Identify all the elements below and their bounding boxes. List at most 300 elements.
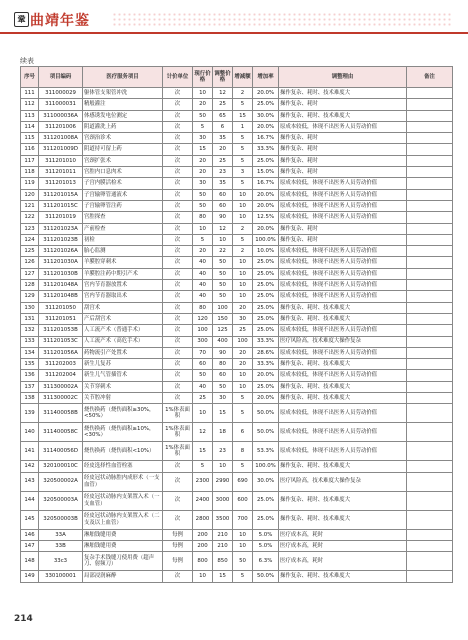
pricing-unit-cell: 次 [163, 212, 193, 223]
item-code-cell: 311201023A [39, 223, 83, 234]
remarks-cell [407, 336, 453, 347]
row-number-cell: 121 [21, 200, 39, 211]
table-row [21, 423, 453, 442]
service-item-name-cell: 药物流引产处置术 [83, 347, 163, 358]
item-code-cell: 311201050 [39, 302, 83, 313]
change-amount-cell: 5 [233, 461, 253, 472]
yearbook-title: 曲靖年鉴 [30, 13, 90, 29]
adjusted-price-cell: 60 [213, 370, 233, 381]
adjusted-price-cell: 50 [213, 381, 233, 392]
service-item-name-cell: 人工流产术（高危手术） [83, 336, 163, 347]
remarks-cell [407, 571, 453, 582]
row-number-cell: 148 [21, 552, 39, 571]
service-item-name-cell: 经皮冠状动脉内支架置入术（二支及以上血管） [83, 510, 163, 529]
pricing-unit-cell: 次 [163, 246, 193, 257]
increase-rate-cell: 25.0% [253, 510, 279, 529]
increase-rate-cell: 25.0% [253, 99, 279, 110]
adjustment-reason-cell: 操作复杂、耗时、技术难度大 [279, 510, 407, 529]
adjustment-reason-cell: 医疗成本高，耗时 [279, 540, 407, 551]
remarks-cell [407, 144, 453, 155]
adjustment-reason-cell: 医疗成本高，耗时 [279, 529, 407, 540]
change-amount-cell: 10 [233, 257, 253, 268]
pricing-unit-cell: 每例 [163, 540, 193, 551]
adjusted-price-cell: 90 [213, 212, 233, 223]
table-row [21, 99, 453, 110]
service-item-name-cell: 烧伤换药（烧伤面积≥10%，<30%） [83, 423, 163, 442]
adjustment-reason-cell: 原成本较低，体现不出医务人员劳动价值 [279, 200, 407, 211]
increase-rate-cell: 20.0% [253, 121, 279, 132]
item-code-cell: 311201053C [39, 336, 83, 347]
table-row [21, 336, 453, 347]
column-header: 增加率 [253, 67, 279, 88]
pricing-unit-cell: 次 [163, 302, 193, 313]
remarks-cell [407, 404, 453, 423]
item-code-cell: 311201009D [39, 144, 83, 155]
adjustment-reason-cell: 医疗风险高，技术难度大操作复杂 [279, 472, 407, 491]
adjustment-reason-cell: 原成本较低，体现不出医务人员劳动价值 [279, 268, 407, 279]
row-number-cell: 126 [21, 257, 39, 268]
adjusted-price-cell: 100 [213, 302, 233, 313]
page-header [0, 0, 468, 40]
table-row [21, 121, 453, 132]
change-amount-cell: 10 [233, 540, 253, 551]
table-row [21, 280, 453, 291]
remarks-cell [407, 370, 453, 381]
row-number-cell: 116 [21, 144, 39, 155]
increase-rate-cell: 53.3% [253, 442, 279, 461]
adjustment-reason-cell: 操作复杂、耗时、技术难度大 [279, 302, 407, 313]
pricing-unit-cell: 1%体表面积 [163, 404, 193, 423]
table-row [21, 88, 453, 99]
change-amount-cell: 20 [233, 347, 253, 358]
pricing-unit-cell: 次 [163, 325, 193, 336]
change-amount-cell: 5 [233, 133, 253, 144]
remarks-cell [407, 280, 453, 291]
pricing-unit-cell: 次 [163, 370, 193, 381]
table-row [21, 381, 453, 392]
change-amount-cell: 700 [233, 510, 253, 529]
service-item-name-cell: 复杂手术钱缝刀使用费（超声刀、射频刀） [83, 552, 163, 571]
change-amount-cell: 10 [233, 381, 253, 392]
service-item-name-cell: 羊膜腔穿刺术 [83, 257, 163, 268]
adjusted-price-cell: 3000 [213, 491, 233, 510]
adjustment-reason-cell: 操作复杂、耗时、技术难度大 [279, 461, 407, 472]
increase-rate-cell: 28.6% [253, 347, 279, 358]
row-number-cell: 119 [21, 178, 39, 189]
change-amount-cell: 30 [233, 313, 253, 324]
pricing-unit-cell: 次 [163, 313, 193, 324]
table-body [21, 88, 453, 583]
change-amount-cell: 600 [233, 491, 253, 510]
table-row [21, 552, 453, 571]
service-item-name-cell: 人工流产术（普通手术） [83, 325, 163, 336]
adjustment-reason-cell: 医疗风险高，技术难度大操作复杂 [279, 336, 407, 347]
remarks-cell [407, 167, 453, 178]
price-adjustment-table [20, 66, 453, 583]
header-divider [0, 32, 468, 34]
row-number-cell: 130 [21, 302, 39, 313]
adjustment-reason-cell: 医疗成本高，耗时 [279, 552, 407, 571]
table-row [21, 313, 453, 324]
adjustment-reason-cell: 原成本较低，体现不出医务人员劳动价值 [279, 178, 407, 189]
adjusted-price-cell: 23 [213, 167, 233, 178]
change-amount-cell: 10 [233, 189, 253, 200]
pricing-unit-cell: 1%体表面积 [163, 442, 193, 461]
row-number-cell: 135 [21, 359, 39, 370]
increase-rate-cell: 25.0% [253, 268, 279, 279]
increase-rate-cell: 100.0% [253, 461, 279, 472]
service-item-name-cell: 新生儿复苏 [83, 359, 163, 370]
remarks-cell [407, 325, 453, 336]
service-item-name-cell: 精般灌注 [83, 99, 163, 110]
service-item-name-cell: 产后刮宫术 [83, 313, 163, 324]
adjusted-price-cell: 210 [213, 540, 233, 551]
increase-rate-cell: 16.7% [253, 178, 279, 189]
item-code-cell: 311201010 [39, 155, 83, 166]
change-amount-cell: 5 [233, 155, 253, 166]
increase-rate-cell: 25.0% [253, 155, 279, 166]
item-code-cell: 311201008A [39, 133, 83, 144]
service-item-name-cell: 烧伤换药（烧伤面积≥30%，<50%） [83, 404, 163, 423]
adjusted-price-cell: 125 [213, 325, 233, 336]
change-amount-cell: 25 [233, 325, 253, 336]
table-row [21, 491, 453, 510]
increase-rate-cell: 25.0% [253, 491, 279, 510]
change-amount-cell: 50 [233, 552, 253, 571]
remarks-cell [407, 133, 453, 144]
table-row [21, 370, 453, 381]
service-item-name-cell: 关节穿刺术 [83, 381, 163, 392]
remarks-cell [407, 257, 453, 268]
increase-rate-cell: 20.0% [253, 393, 279, 404]
change-amount-cell: 2 [233, 223, 253, 234]
current-price-cell: 80 [193, 302, 213, 313]
pricing-unit-cell: 次 [163, 571, 193, 582]
item-code-cell: 311201011 [39, 167, 83, 178]
adjustment-reason-cell: 原成本较低，体现不出医务人员劳动价值 [279, 257, 407, 268]
table-row [21, 404, 453, 423]
adjusted-price-cell: 50 [213, 257, 233, 268]
change-amount-cell: 2 [233, 88, 253, 99]
change-amount-cell: 2 [233, 246, 253, 257]
table-row [21, 155, 453, 166]
item-code-cell: 311000029 [39, 88, 83, 99]
adjusted-price-cell: 23 [213, 442, 233, 461]
pricing-unit-cell: 次 [163, 144, 193, 155]
row-number-cell: 149 [21, 571, 39, 582]
service-item-name-cell: 初检 [83, 234, 163, 245]
item-code-cell: 311000036A [39, 110, 83, 121]
table-row [21, 472, 453, 491]
pricing-unit-cell: 次 [163, 291, 193, 302]
current-price-cell: 5 [193, 461, 213, 472]
current-price-cell: 300 [193, 336, 213, 347]
adjustment-reason-cell: 操作复杂、耗时 [279, 99, 407, 110]
increase-rate-cell: 20.0% [253, 189, 279, 200]
row-number-cell: 142 [21, 461, 39, 472]
row-number-cell: 117 [21, 155, 39, 166]
current-price-cell: 200 [193, 540, 213, 551]
remarks-cell [407, 246, 453, 257]
pricing-unit-cell: 次 [163, 88, 193, 99]
row-number-cell: 124 [21, 234, 39, 245]
service-item-name-cell: 经皮冠状动脉腔内成形术（一支血管） [83, 472, 163, 491]
table-row [21, 571, 453, 582]
current-price-cell: 25 [193, 393, 213, 404]
change-amount-cell: 690 [233, 472, 253, 491]
increase-rate-cell: 20.0% [253, 88, 279, 99]
table-row [21, 291, 453, 302]
current-price-cell: 10 [193, 404, 213, 423]
remarks-cell [407, 442, 453, 461]
remarks-cell [407, 234, 453, 245]
table-row [21, 302, 453, 313]
current-price-cell: 30 [193, 133, 213, 144]
current-price-cell: 40 [193, 381, 213, 392]
increase-rate-cell: 50.0% [253, 571, 279, 582]
row-number-cell: 141 [21, 442, 39, 461]
current-price-cell: 800 [193, 552, 213, 571]
table-row [21, 393, 453, 404]
change-amount-cell: 10 [233, 212, 253, 223]
change-amount-cell: 5 [233, 178, 253, 189]
current-price-cell: 50 [193, 200, 213, 211]
adjusted-price-cell: 35 [213, 133, 233, 144]
change-amount-cell: 10 [233, 200, 253, 211]
current-price-cell: 2800 [193, 510, 213, 529]
item-code-cell: 311201048A [39, 280, 83, 291]
table-row [21, 347, 453, 358]
pricing-unit-cell: 次 [163, 381, 193, 392]
adjusted-price-cell: 210 [213, 529, 233, 540]
item-code-cell: 311201056A [39, 347, 83, 358]
service-item-name-cell: 淋舶钱缝用费 [83, 540, 163, 551]
page-edge [0, 0, 4, 640]
column-header: 调整理由 [279, 67, 407, 88]
row-number-cell: 138 [21, 393, 39, 404]
change-amount-cell: 5 [233, 404, 253, 423]
row-number-cell: 131 [21, 313, 39, 324]
pricing-unit-cell: 次 [163, 110, 193, 121]
adjustment-reason-cell: 操作复杂、耗时、技术难度大 [279, 571, 407, 582]
remarks-cell [407, 313, 453, 324]
table-header-row [21, 67, 453, 88]
change-amount-cell: 5 [233, 393, 253, 404]
increase-rate-cell: 6.3% [253, 552, 279, 571]
adjusted-price-cell: 25 [213, 155, 233, 166]
pricing-unit-cell: 次 [163, 359, 193, 370]
current-price-cell: 80 [193, 212, 213, 223]
item-code-cell: 311400058B [39, 404, 83, 423]
pricing-unit-cell: 次 [163, 155, 193, 166]
adjustment-reason-cell: 操作复杂、耗时 [279, 234, 407, 245]
remarks-cell [407, 99, 453, 110]
current-price-cell: 60 [193, 359, 213, 370]
remarks-cell [407, 223, 453, 234]
service-item-name-cell: 子宫输卵管注药 [83, 200, 163, 211]
increase-rate-cell: 25.0% [253, 291, 279, 302]
current-price-cell: 50 [193, 189, 213, 200]
table-row [21, 442, 453, 461]
increase-rate-cell: 25.0% [253, 313, 279, 324]
row-number-cell: 122 [21, 212, 39, 223]
table-row [21, 167, 453, 178]
table-row [21, 359, 453, 370]
current-price-cell: 100 [193, 325, 213, 336]
current-price-cell: 10 [193, 223, 213, 234]
increase-rate-cell: 20.0% [253, 370, 279, 381]
column-header: 计价单位 [163, 67, 193, 88]
table-row [21, 268, 453, 279]
service-item-name-cell: 宫内节育器放置术 [83, 280, 163, 291]
column-header: 调整价格 [213, 67, 233, 88]
pricing-unit-cell: 次 [163, 257, 193, 268]
pricing-unit-cell: 次 [163, 200, 193, 211]
row-number-cell: 123 [21, 223, 39, 234]
change-amount-cell: 5 [233, 144, 253, 155]
pricing-unit-cell: 次 [163, 99, 193, 110]
item-code-cell: 320100010C [39, 461, 83, 472]
adjusted-price-cell: 12 [213, 88, 233, 99]
item-code-cell: 311300002A [39, 381, 83, 392]
pricing-unit-cell: 次 [163, 189, 193, 200]
current-price-cell: 20 [193, 99, 213, 110]
row-number-cell: 118 [21, 167, 39, 178]
row-number-cell: 132 [21, 325, 39, 336]
remarks-cell [407, 178, 453, 189]
change-amount-cell: 20 [233, 359, 253, 370]
table-row [21, 189, 453, 200]
item-code-cell: 320500002A [39, 472, 83, 491]
adjusted-price-cell: 22 [213, 246, 233, 257]
adjustment-reason-cell: 操作复杂、耗时、技术难度大 [279, 359, 407, 370]
service-item-name-cell: 子宫内膜活检术 [83, 178, 163, 189]
adjustment-reason-cell: 原成本较低，体现不出医务人员劳动价值 [279, 121, 407, 132]
increase-rate-cell: 12.5% [253, 212, 279, 223]
adjustment-reason-cell: 操作复杂、耗时、技术难度大 [279, 313, 407, 324]
row-number-cell: 112 [21, 99, 39, 110]
adjustment-reason-cell: 操作复杂、耗时、技术难度大 [279, 393, 407, 404]
current-price-cell: 20 [193, 155, 213, 166]
adjustment-reason-cell: 原成本较低，体现不出医务人员劳动价值 [279, 347, 407, 358]
increase-rate-cell: 25.0% [253, 381, 279, 392]
item-code-cell: 311201051 [39, 313, 83, 324]
pricing-unit-cell: 次 [163, 393, 193, 404]
change-amount-cell: 10 [233, 268, 253, 279]
adjusted-price-cell: 60 [213, 200, 233, 211]
adjusted-price-cell: 30 [213, 393, 233, 404]
item-code-cell: 311201030A [39, 257, 83, 268]
adjustment-reason-cell: 原成本较低，体现不出医务人员劳动价值 [279, 325, 407, 336]
pricing-unit-cell: 次 [163, 223, 193, 234]
change-amount-cell: 5 [233, 99, 253, 110]
change-amount-cell: 10 [233, 370, 253, 381]
item-code-cell: 33B [39, 540, 83, 551]
adjusted-price-cell: 6 [213, 121, 233, 132]
item-code-cell: 311201026A [39, 246, 83, 257]
adjusted-price-cell: 20 [213, 144, 233, 155]
pricing-unit-cell: 次 [163, 347, 193, 358]
increase-rate-cell: 10.0% [253, 246, 279, 257]
adjusted-price-cell: 18 [213, 423, 233, 442]
adjustment-reason-cell: 原成本较低，体现不出医务人员劳动价值 [279, 370, 407, 381]
current-price-cell: 50 [193, 110, 213, 121]
current-price-cell: 40 [193, 257, 213, 268]
change-amount-cell: 3 [233, 167, 253, 178]
current-price-cell: 50 [193, 370, 213, 381]
current-price-cell: 2400 [193, 491, 213, 510]
increase-rate-cell: 33.3% [253, 359, 279, 370]
item-code-cell: 311201053B [39, 325, 83, 336]
row-number-cell: 113 [21, 110, 39, 121]
yearbook-logo-icon: 鞏 [14, 12, 29, 27]
column-header: 项目编码 [39, 67, 83, 88]
table-row [21, 110, 453, 121]
remarks-cell [407, 491, 453, 510]
remarks-cell [407, 291, 453, 302]
service-item-name-cell: 宫腔内口息肉术 [83, 167, 163, 178]
current-price-cell: 70 [193, 347, 213, 358]
change-amount-cell: 5 [233, 571, 253, 582]
remarks-cell [407, 381, 453, 392]
adjustment-reason-cell: 原成本较低，体现不出医务人员劳动价值 [279, 423, 407, 442]
remarks-cell [407, 121, 453, 132]
remarks-cell [407, 540, 453, 551]
adjustment-reason-cell: 操作复杂、耗时、技术难度大 [279, 491, 407, 510]
remarks-cell [407, 189, 453, 200]
service-item-name-cell: 胎心监测 [83, 246, 163, 257]
service-item-name-cell: 烧伤换药（烧伤面积<10%） [83, 442, 163, 461]
service-item-name-cell: 淋舶钱缝用费 [83, 529, 163, 540]
adjustment-reason-cell: 原成本较低，体现不出医务人员劳动价值 [279, 246, 407, 257]
remarks-cell [407, 552, 453, 571]
current-price-cell: 200 [193, 529, 213, 540]
continued-label: 续表 [20, 57, 34, 65]
adjusted-price-cell: 35 [213, 178, 233, 189]
pricing-unit-cell: 次 [163, 510, 193, 529]
table-row [21, 540, 453, 551]
pricing-unit-cell: 次 [163, 178, 193, 189]
remarks-cell [407, 423, 453, 442]
item-code-cell: 311300002C [39, 393, 83, 404]
adjustment-reason-cell: 原成本较低，体现不出医务人员劳动价值 [279, 404, 407, 423]
increase-rate-cell: 30.0% [253, 110, 279, 121]
row-number-cell: 111 [21, 88, 39, 99]
remarks-cell [407, 268, 453, 279]
table-row [21, 234, 453, 245]
table-row [21, 257, 453, 268]
current-price-cell: 15 [193, 442, 213, 461]
increase-rate-cell: 30.0% [253, 472, 279, 491]
pricing-unit-cell: 次 [163, 461, 193, 472]
service-item-name-cell: 刮宫术 [83, 302, 163, 313]
current-price-cell: 12 [193, 423, 213, 442]
item-code-cell: 311201019 [39, 212, 83, 223]
increase-rate-cell: 25.0% [253, 302, 279, 313]
item-code-cell: 311201030B [39, 268, 83, 279]
service-item-name-cell: 体感诱发电位测定 [83, 110, 163, 121]
item-code-cell: 311201048B [39, 291, 83, 302]
adjusted-price-cell: 25 [213, 99, 233, 110]
adjusted-price-cell: 400 [213, 336, 233, 347]
item-code-cell: 311201015A [39, 189, 83, 200]
adjusted-price-cell: 150 [213, 313, 233, 324]
adjustment-reason-cell: 原成本较低，体现不出医务人员劳动价值 [279, 291, 407, 302]
item-code-cell: 33c3 [39, 552, 83, 571]
pricing-unit-cell: 次 [163, 167, 193, 178]
remarks-cell [407, 510, 453, 529]
remarks-cell [407, 212, 453, 223]
